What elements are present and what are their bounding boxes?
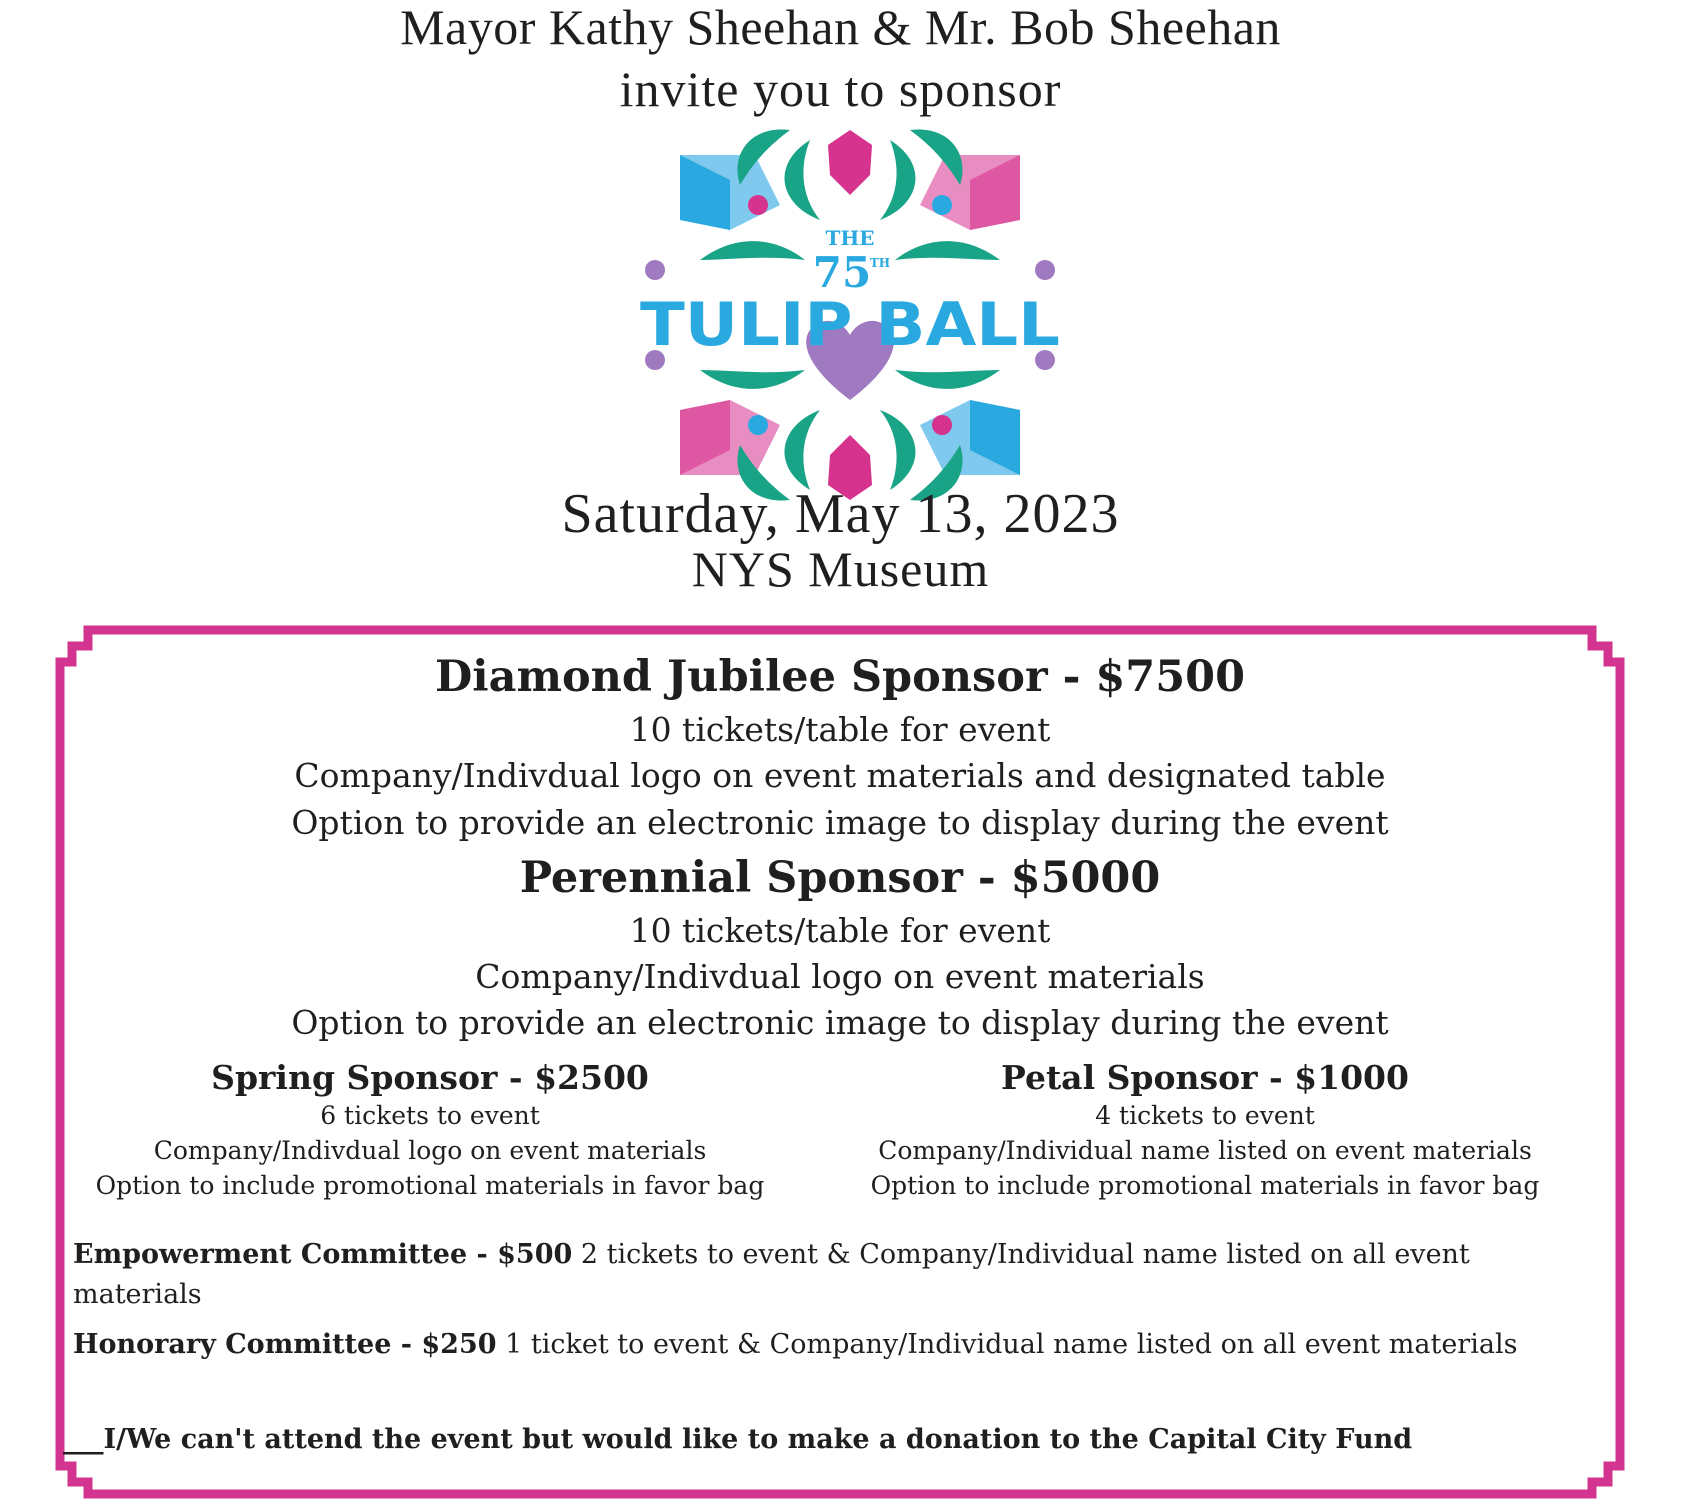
spring-sponsor [70, 1058, 790, 1200]
petal-title: Petal Sponsor - $1000 [1001, 1058, 1409, 1097]
logo-the: THE [825, 226, 875, 250]
empowerment-title: Empowerment Committee - $500 [73, 1239, 573, 1270]
honorary-desc: 1 ticket to event & Company/Individual name listed on all event materials [496, 1329, 1518, 1360]
diamond-line-1: 10 tickets/table for event [629, 710, 1051, 749]
perennial-line-1: 10 tickets/table for event [629, 911, 1051, 950]
event-date: Saturday, May 13, 2023 [561, 483, 1120, 545]
spring-title: Spring Sponsor - $2500 [211, 1058, 649, 1097]
hosts-line: Mayor Kathy Sheehan & Mr. Bob Sheehan [400, 0, 1281, 55]
spring-line-2: Company/Indivdual logo on event materials [153, 1136, 707, 1165]
diamond-line-3: Option to provide an electronic image to display during the event [291, 803, 1389, 842]
empowerment-desc: 2 tickets to event & Company/Individual name listed on all event materials [73, 1239, 1470, 1310]
petal-sponsor [840, 1058, 1570, 1200]
logo-number: 75 [812, 248, 872, 297]
petal-line-1: 4 tickets to event [1095, 1101, 1315, 1130]
invite-line: invite you to sponsor [619, 61, 1062, 117]
logo-name: TULIP BALL [640, 290, 1060, 360]
perennial-line-3: Option to provide an electronic image to display during the event [291, 1003, 1389, 1042]
petal-line-3: Option to include promotional materials in favor bag [870, 1171, 1540, 1200]
honorary-title: Honorary Committee - $250 [73, 1329, 497, 1360]
spring-line-3: Option to include promotional materials in favor bag [95, 1171, 765, 1200]
honorary-committee [73, 1325, 1573, 1365]
diamond-line-2: Company/Indivdual logo on event materials and designated table [294, 756, 1386, 795]
diamond-title: Diamond Jubilee Sponsor - $7500 [435, 652, 1245, 702]
perennial-title: Perennial Sponsor - $5000 [519, 853, 1161, 903]
event-venue: NYS Museum [691, 541, 990, 597]
perennial-line-2: Company/Indivdual logo on event materials [475, 957, 1205, 996]
tulip-ball-logo [620, 120, 1080, 510]
empowerment-committee [73, 1235, 1573, 1315]
petal-line-2: Company/Individual name listed on event materials [878, 1136, 1532, 1165]
spring-line-1: 6 tickets to event [320, 1101, 540, 1130]
donation-option[interactable]: ___I/We can't attend the event but would like to make a donation to the Capital City Fund [63, 1424, 1413, 1455]
logo-superscript: TH [869, 256, 891, 270]
